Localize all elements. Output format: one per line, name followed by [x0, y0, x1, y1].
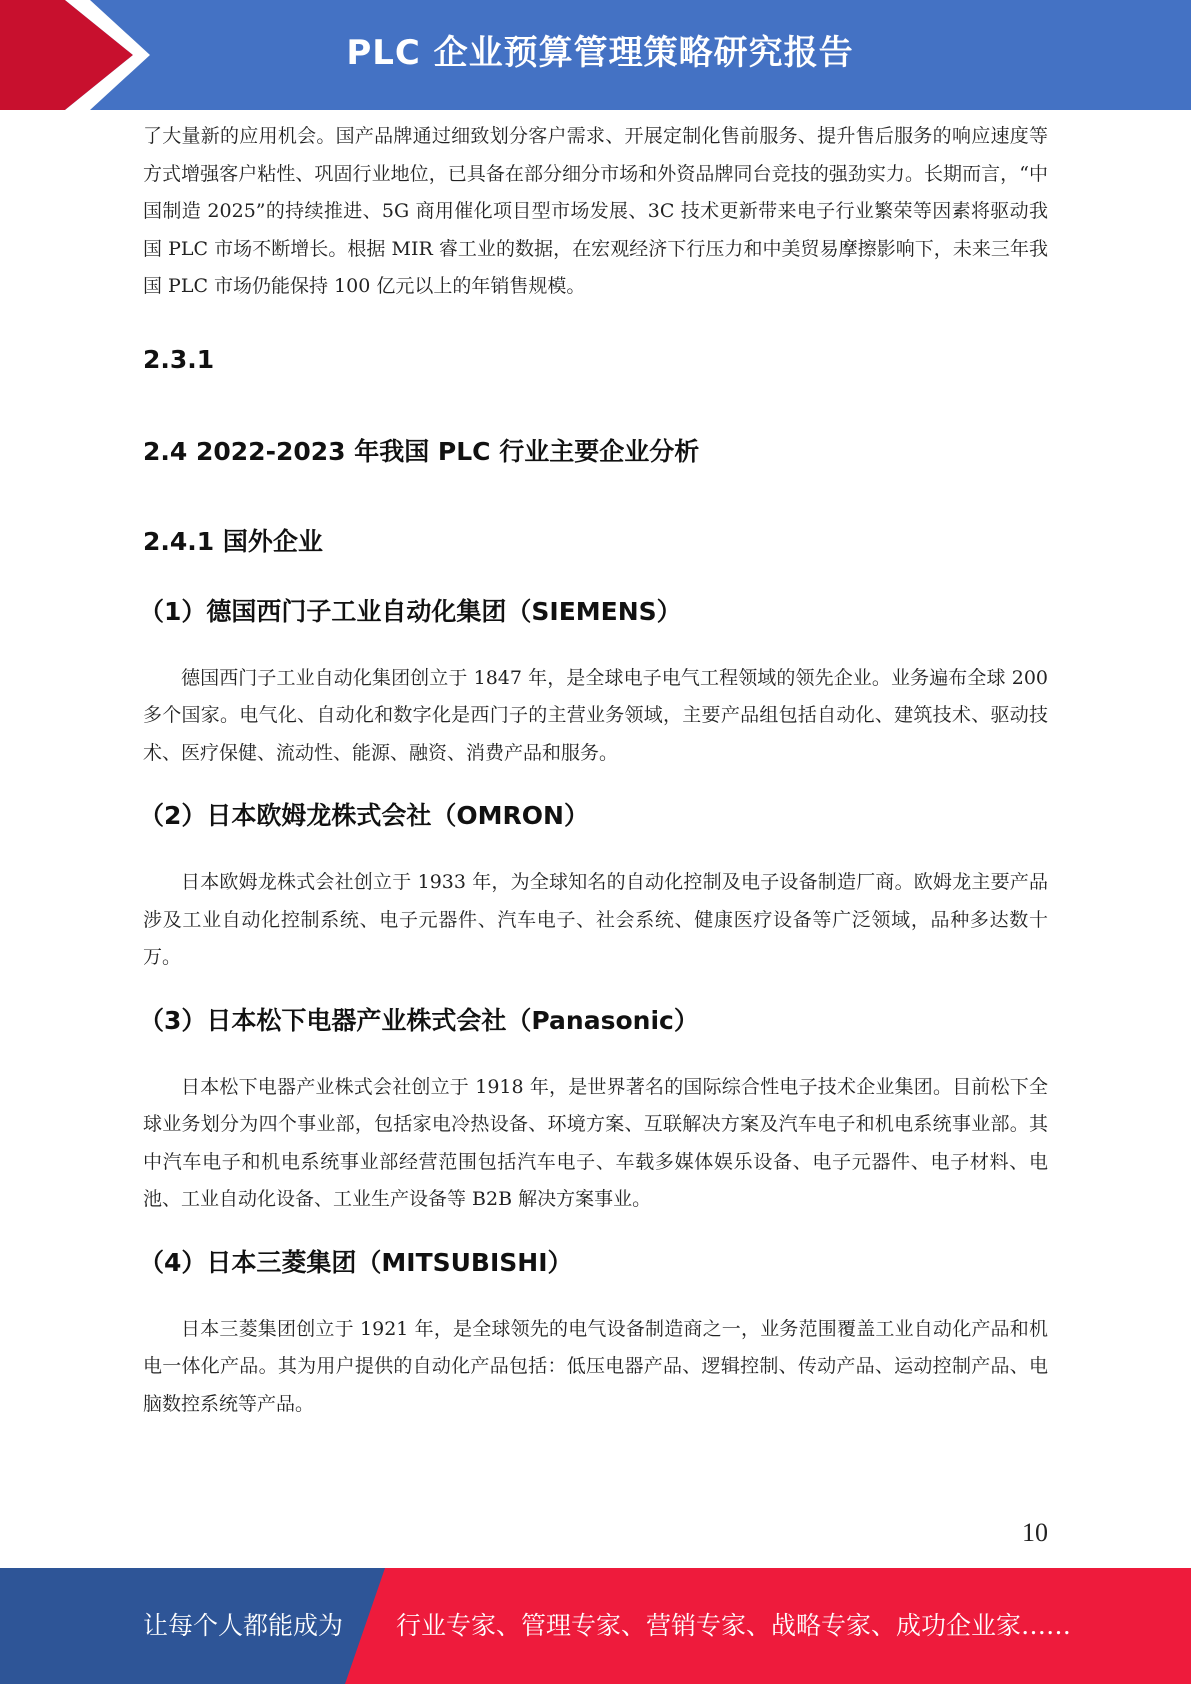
- heading-2-3-1: 2.3.1: [143, 344, 215, 374]
- company-text-panasonic: 日本松下电器产业株式会社创立于 1918 年，是世界著名的国际综合性电子技术企业集团。目前松下全球业务划分为四个事业部，包括家电冷热设备、环境方案、互联解决方案及汽车电子和机电系统事业部。其中汽车电子和机电系统事业部经营范围包括汽车电子、车载多媒体娱乐设备、电子元器件、电子材料、电池、工业自动化设备、工业生产设备等 B2B 解决方案事业。: [143, 1075, 1048, 1210]
- footer-slogan-right: 行业专家、管理专家、营销专家、战略专家、成功企业家……: [396, 1611, 1072, 1640]
- page-header: [0, 0, 1191, 110]
- page-footer: [0, 1568, 1191, 1684]
- company-heading-mitsubishi: （4）日本三菱集团（MITSUBISHI）: [139, 1247, 573, 1277]
- report-title: PLC 企业预算管理策略研究报告: [346, 33, 854, 73]
- company-text-siemens: 德国西门子工业自动化集团创立于 1847 年，是全球电子电气工程领域的领先企业。业务遍布全球 200 多个国家。电气化、自动化和数字化是西门子的主营业务领域，主要产品组包括自动化、建筑技术、驱动技术、医疗保健、流动性、能源、融资、消费产品和服务。: [143, 666, 1048, 764]
- heading-2-4: 2.4 2022-2023 年我国 PLC 行业主要企业分析: [143, 436, 700, 466]
- heading-2-4-1: 2.4.1 国外企业: [143, 526, 323, 556]
- company-text-mitsubishi: 日本三菱集团创立于 1921 年，是全球领先的电气设备制造商之一，业务范围覆盖工业自动化产品和机电一体化产品。其为用户提供的自动化产品包括：低压电器产品、逻辑控制、传动产品、运动控制产品、电脑数控系统等产品。: [143, 1317, 1048, 1415]
- intro-paragraph: 了大量新的应用机会。国产品牌通过细致划分客户需求、开展定制化售前服务、提升售后服务的响应速度等方式增强客户粘性、巩固行业地位，已具备在部分细分市场和外资品牌同台竞技的强劲实力。长期而言，“中国制造 2025”的持续推进、5G 商用催化项目型市场发展、3C 技术更新带来电子行业繁荣等因素将驱动我国 PLC 市场不断增长。根据 MIR 睿工业的数据，在宏观经济下行压力和中美贸易摩擦影响下，未来三年我国 PLC 市场仍能保持 100 亿元以上的年销售规模。: [143, 125, 1048, 297]
- page-content: [139, 118, 1048, 1423]
- page-number: 10: [1022, 1518, 1048, 1547]
- company-text-omron: 日本欧姆龙株式会社创立于 1933 年，为全球知名的自动化控制及电子设备制造厂商。欧姆龙主要产品涉及工业自动化控制系统、电子元器件、汽车电子、社会系统、健康医疗设备等广泛领域，品种多达数十万。: [143, 871, 1048, 968]
- footer-slogan-left: 让每个人都能成为: [143, 1611, 344, 1640]
- company-heading-omron: （2）日本欧姆龙株式会社（OMRON）: [139, 801, 589, 830]
- company-heading-siemens: （1）德国西门子工业自动化集团（SIEMENS）: [139, 596, 682, 626]
- company-heading-panasonic: （3）日本松下电器产业株式会社（Panasonic）: [139, 1005, 699, 1035]
